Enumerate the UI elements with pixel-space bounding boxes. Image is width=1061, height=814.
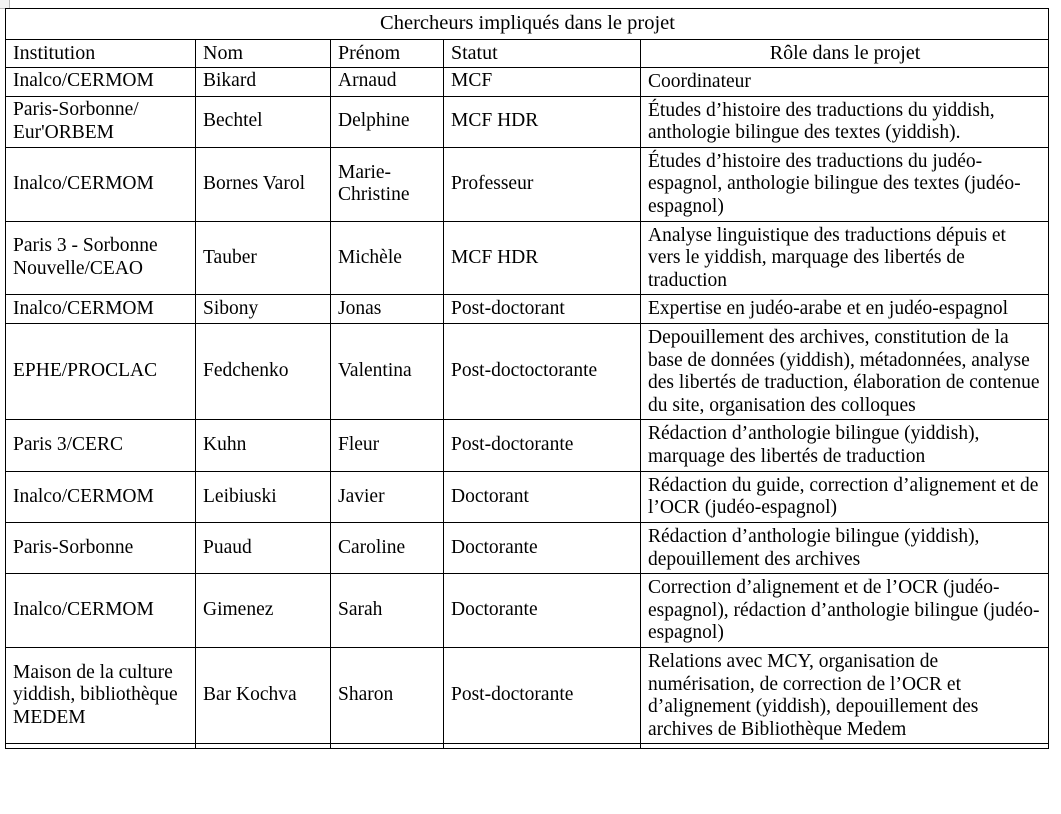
cell-statut: Doctorante [444, 574, 641, 648]
cell-role: Relations avec MCY, organisation de numérisation, de correction de l’OCR et d’alignement (yiddish), depouillement des archives de Bibliothèque Medem [641, 647, 1049, 743]
cell-statut: Professeur [444, 147, 641, 221]
cell-nom: Bar Kochva [196, 647, 331, 743]
cell-role: Rédaction d’anthologie bilingue (yiddish), depouillement des archives [641, 522, 1049, 573]
cell-institution: Inalco/CERMOM [6, 574, 196, 648]
cell-prenom: Javier [331, 471, 444, 522]
column-header-nom: Nom [196, 39, 331, 67]
cell-nom: Bornes Varol [196, 147, 331, 221]
cell-prenom: Caroline [331, 522, 444, 573]
researchers-table [5, 8, 1049, 749]
cell-role: Expertise en judéo-arabe et en judéo-espagnol [641, 295, 1049, 324]
cell-statut: MCF [444, 67, 641, 96]
cell-statut: Doctorante [444, 522, 641, 573]
table-row [6, 647, 1049, 743]
column-header-role: Rôle dans le projet [641, 39, 1049, 67]
cell-institution: Paris-Sorbonne/ Eur'ORBEM [6, 96, 196, 147]
cell-role: Analyse linguistique des traductions dépuis et vers le yiddish, marquage des libertés de traduction [641, 221, 1049, 295]
cell-role: Études d’histoire des traductions du judéo-espagnol, anthologie bilingue des textes (judéo-espagnol) [641, 147, 1049, 221]
cell-prenom: Sarah [331, 574, 444, 648]
cell-institution: EPHE/PROCLAC [6, 324, 196, 420]
table-title-row [6, 9, 1049, 40]
table-row [6, 67, 1049, 96]
cell-prenom [331, 744, 444, 749]
cell-nom: Gimenez [196, 574, 331, 648]
cell-prenom: Sharon [331, 647, 444, 743]
cell-institution: Paris 3 - Sorbonne Nouvelle/CEAO [6, 221, 196, 295]
cell-role: Rédaction d’anthologie bilingue (yiddish), marquage des libertés de traduction [641, 420, 1049, 471]
cell-nom [196, 744, 331, 749]
cell-nom: Bechtel [196, 96, 331, 147]
cell-statut: Post-doctoctorante [444, 324, 641, 420]
cell-statut: Post-doctorante [444, 420, 641, 471]
cell-nom: Tauber [196, 221, 331, 295]
cell-prenom: Michèle [331, 221, 444, 295]
cell-role: Coordinateur [641, 67, 1049, 96]
cell-institution: Inalco/CERMOM [6, 147, 196, 221]
cell-institution: Maison de la culture yiddish, bibliothèque MEDEM [6, 647, 196, 743]
cell-institution: Paris 3/CERC [6, 420, 196, 471]
cell-nom: Bikard [196, 67, 331, 96]
cell-prenom: Arnaud [331, 67, 444, 96]
table-row [6, 420, 1049, 471]
table-title: Chercheurs impliqués dans le projet [6, 9, 1049, 40]
cell-institution: Inalco/CERMOM [6, 471, 196, 522]
cell-role: Études d’histoire des traductions du yiddish, anthologie bilingue des textes (yiddish). [641, 96, 1049, 147]
cell-nom: Sibony [196, 295, 331, 324]
cell-role: Rédaction du guide, correction d’alignement et de l’OCR (judéo-espagnol) [641, 471, 1049, 522]
table-row-clipped [6, 744, 1049, 749]
cell-prenom: Valentina [331, 324, 444, 420]
cell-institution: Inalco/CERMOM [6, 295, 196, 324]
cell-role [641, 744, 1049, 749]
table-row [6, 522, 1049, 573]
cell-role: Depouillement des archives, constitution de la base de données (yiddish), métadonnées, analyse des libertés de traduction, élaboration de contenue du site, organisation des colloques [641, 324, 1049, 420]
cell-nom: Fedchenko [196, 324, 331, 420]
table-row [6, 324, 1049, 420]
cell-nom: Puaud [196, 522, 331, 573]
cell-prenom: Fleur [331, 420, 444, 471]
cell-statut [444, 744, 641, 749]
table-header-row [6, 39, 1049, 67]
table-row [6, 96, 1049, 147]
cell-statut: Doctorant [444, 471, 641, 522]
researchers-table-container [5, 8, 1048, 749]
cell-institution: Paris-Sorbonne [6, 522, 196, 573]
cell-nom: Leibiuski [196, 471, 331, 522]
table-row [6, 147, 1049, 221]
cell-prenom: Jonas [331, 295, 444, 324]
cell-statut: Post-doctorant [444, 295, 641, 324]
table-row [6, 574, 1049, 648]
column-header-institution: Institution [6, 39, 196, 67]
cell-role: Correction d’alignement et de l’OCR (judéo-espagnol), rédaction d’anthologie bilingue (judéo-espagnol) [641, 574, 1049, 648]
cell-prenom: Delphine [331, 96, 444, 147]
column-header-prenom: Prénom [331, 39, 444, 67]
cell-statut: Post-doctorante [444, 647, 641, 743]
cell-prenom: Marie-Christine [331, 147, 444, 221]
cell-institution [6, 744, 196, 749]
cell-statut: MCF HDR [444, 221, 641, 295]
cell-nom: Kuhn [196, 420, 331, 471]
table-row [6, 221, 1049, 295]
column-header-statut: Statut [444, 39, 641, 67]
table-row [6, 471, 1049, 522]
cell-institution: Inalco/CERMOM [6, 67, 196, 96]
table-row [6, 295, 1049, 324]
cell-statut: MCF HDR [444, 96, 641, 147]
